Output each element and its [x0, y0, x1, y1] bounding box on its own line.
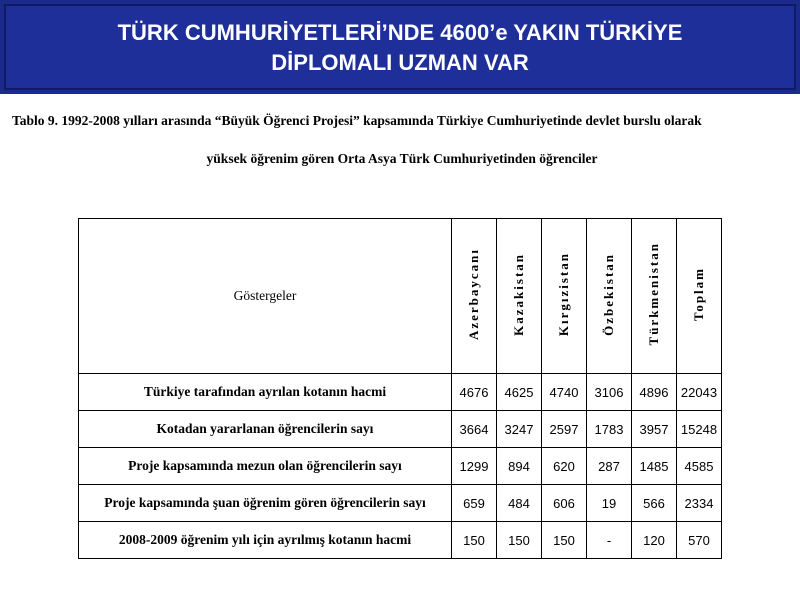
column-header-toplam: [677, 219, 722, 374]
table-row: [79, 448, 722, 485]
table-cell: 150: [452, 522, 497, 559]
table-row: [79, 522, 722, 559]
column-header-label: Özbekistan: [601, 252, 616, 336]
table-cell: -: [587, 522, 632, 559]
table-header-row: [79, 219, 722, 374]
title-banner: [0, 0, 800, 94]
slide-title-line1: TÜRK CUMHURİYETLERİ’NDE 4600’e YAKIN TÜRKİYE: [117, 20, 683, 45]
table-cell: 19: [587, 485, 632, 522]
table-cell: 606: [542, 485, 587, 522]
table-cell: 1485: [632, 448, 677, 485]
column-header-label: Türkmenistan: [646, 242, 661, 346]
indicator-header: Göstergeler: [79, 219, 452, 374]
row-label: Kotadan yararlanan öğrencilerin sayı: [79, 411, 452, 448]
table-cell: 570: [677, 522, 722, 559]
table-cell: 22043: [677, 374, 722, 411]
slide-title: [4, 18, 796, 78]
table-cell: 150: [542, 522, 587, 559]
table-cell: 484: [497, 485, 542, 522]
table-cell: 4585: [677, 448, 722, 485]
column-header-label: Azerbaycanı: [466, 247, 481, 341]
column-header-kazakistan: [497, 219, 542, 374]
table-cell: 287: [587, 448, 632, 485]
table-cell: 3247: [497, 411, 542, 448]
table-cell: 120: [632, 522, 677, 559]
table-cell: 1783: [587, 411, 632, 448]
table-cell: 150: [497, 522, 542, 559]
table-row: [79, 485, 722, 522]
column-header-azerbaycan: [452, 219, 497, 374]
table-cell: 894: [497, 448, 542, 485]
table-cell: 4625: [497, 374, 542, 411]
table-cell: 1299: [452, 448, 497, 485]
slide-title-line2: DİPLOMALI UZMAN VAR: [271, 50, 529, 75]
row-label: Proje kapsamında şuan öğrenim gören öğrencilerin sayı: [79, 485, 452, 522]
table-cell: 566: [632, 485, 677, 522]
table-cell: 4896: [632, 374, 677, 411]
table-cell: 2334: [677, 485, 722, 522]
column-header-label: Toplam: [691, 266, 706, 322]
column-header-label: Kazakistan: [511, 252, 526, 336]
table-cell: 3664: [452, 411, 497, 448]
table-caption-line2: yüksek öğrenim gören Orta Asya Türk Cumhuriyetinden öğrenciler: [206, 151, 598, 166]
column-header-turkmenistan: [632, 219, 677, 374]
table-row: [79, 374, 722, 411]
table-caption-line1: Tablo 9. 1992-2008 yılları arasında “Büyük Öğrenci Projesi” kapsamında Türkiye Cumhuriyetinde devlet burslu olarak: [12, 113, 702, 128]
table-cell: 620: [542, 448, 587, 485]
table-caption: [12, 112, 792, 168]
column-header-ozbekistan: [587, 219, 632, 374]
table-cell: 3957: [632, 411, 677, 448]
students-table: [78, 218, 722, 559]
row-label: Proje kapsamında mezun olan öğrencilerin sayı: [79, 448, 452, 485]
row-label: Türkiye tarafından ayrılan kotanın hacmi: [79, 374, 452, 411]
column-header-kirgizistan: [542, 219, 587, 374]
row-label: 2008-2009 öğrenim yılı için ayrılmış kotanın hacmi: [79, 522, 452, 559]
table-cell: 659: [452, 485, 497, 522]
table-cell: 4676: [452, 374, 497, 411]
title-banner-inner: [4, 4, 796, 90]
table-cell: 15248: [677, 411, 722, 448]
table-cell: 2597: [542, 411, 587, 448]
column-header-label: Kırgızistan: [556, 251, 571, 337]
table-cell: 4740: [542, 374, 587, 411]
table-row: [79, 411, 722, 448]
table-cell: 3106: [587, 374, 632, 411]
